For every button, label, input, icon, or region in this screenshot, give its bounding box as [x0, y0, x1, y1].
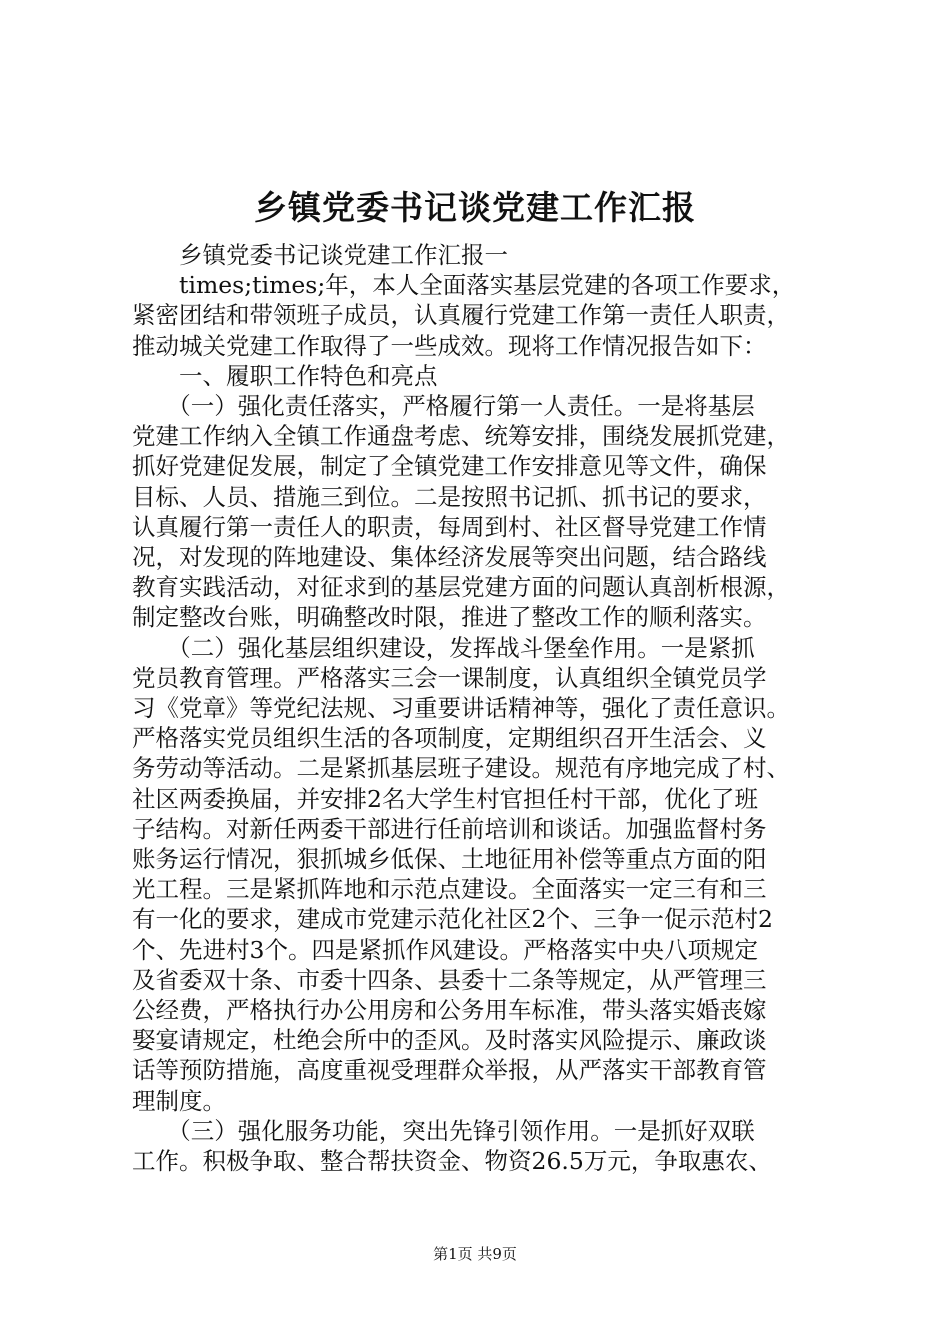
body-text-line: 子结构。对新任两委干部进行任前培训和谈话。加强监督村务	[132, 814, 767, 843]
body-text-line: 公经费，严格执行办公用房和公务用车标准，带头落实婚丧嫁	[132, 996, 767, 1024]
body-text-line: （三）强化服务功能，突出先锋引领作用。一是抓好双联	[132, 1116, 755, 1145]
body-text-line: 务劳动等活动。二是紧抓基层班子建设。规范有序地完成了村、	[132, 754, 790, 783]
body-text-line: 认真履行第一责任人的职责，每周到村、社区督导党建工作情	[132, 512, 767, 541]
body-text-line: （一）强化责任落实，严格履行第一人责任。一是将基层	[132, 392, 755, 420]
body-text-line: 制定整改台账，明确整改时限，推进了整改工作的顺利落实。	[132, 603, 767, 632]
body-text-line: （二）强化基层组织建设，发挥战斗堡垒作用。一是紧抓	[132, 633, 755, 662]
body-text-line: 抓好党建促发展，制定了全镇党建工作安排意见等文件，确保	[132, 452, 767, 481]
body-text-line: 紧密团结和带领班子成员，认真履行党建工作第一责任人职责，	[132, 301, 790, 330]
body-text-line: 话等预防措施，高度重视受理群众举报，从严落实干部教育管	[132, 1056, 767, 1085]
page-footer: 第1页 共9页	[433, 1245, 517, 1263]
body-text-line: 社区两委换届，并安排2名大学生村官担任村干部，优化了班	[132, 784, 758, 813]
body-text-line: 况，对发现的阵地建设、集体经济发展等突出问题，结合路线	[132, 543, 767, 571]
body-text-line: 党员教育管理。严格落实三会一课制度，认真组织全镇党员学	[132, 663, 767, 692]
body-text-line: 有一化的要求，建成市党建示范化社区2个、三争一促示范村2	[132, 905, 773, 934]
body-text-line: 推动城关党建工作取得了一些成效。现将工作情况报告如下：	[132, 331, 767, 360]
body-text-line: 乡镇党委书记谈党建工作汇报一	[132, 241, 508, 269]
body-text-line: 账务运行情况，狠抓城乡低保、土地征用补偿等重点方面的阳	[132, 845, 767, 873]
body-text-line: 个、先进村3个。四是紧抓作风建设。严格落实中央八项规定	[132, 935, 758, 964]
document-title: 乡镇党委书记谈党建工作汇报	[254, 188, 696, 227]
body-text-line: 工作。积极争取、整合帮扶资金、物资26.5万元，争取惠农、	[132, 1147, 772, 1175]
body-text-line: times;times;年，本人全面落实基层党建的各项工作要求，	[132, 271, 796, 300]
body-text-line: 严格落实党员组织生活的各项制度，定期组织召开生活会、义	[132, 724, 767, 753]
body-text-line: 教育实践活动，对征求到的基层党建方面的问题认真剖析根源，	[132, 573, 790, 602]
body-text-line: 习《党章》等党纪法规、习重要讲话精神等，强化了责任意识。	[132, 694, 790, 722]
body-text-line: 一、履职工作特色和亮点	[132, 361, 438, 390]
body-text-line: 目标、人员、措施三到位。二是按照书记抓、抓书记的要求，	[132, 482, 767, 511]
body-text-line: 及省委双十条、市委十四条、县委十二条等规定，从严管理三	[132, 965, 767, 994]
body-text-line: 党建工作纳入全镇工作通盘考虑、统筹安排，围绕发展抓党建，	[132, 422, 790, 451]
body-text-line: 娶宴请规定，杜绝会所中的歪风。及时落实风险提示、廉政谈	[132, 1026, 767, 1055]
body-text-line: 理制度。	[132, 1086, 226, 1115]
body-text-line: 光工程。三是紧抓阵地和示范点建设。全面落实一定三有和三	[132, 875, 767, 904]
